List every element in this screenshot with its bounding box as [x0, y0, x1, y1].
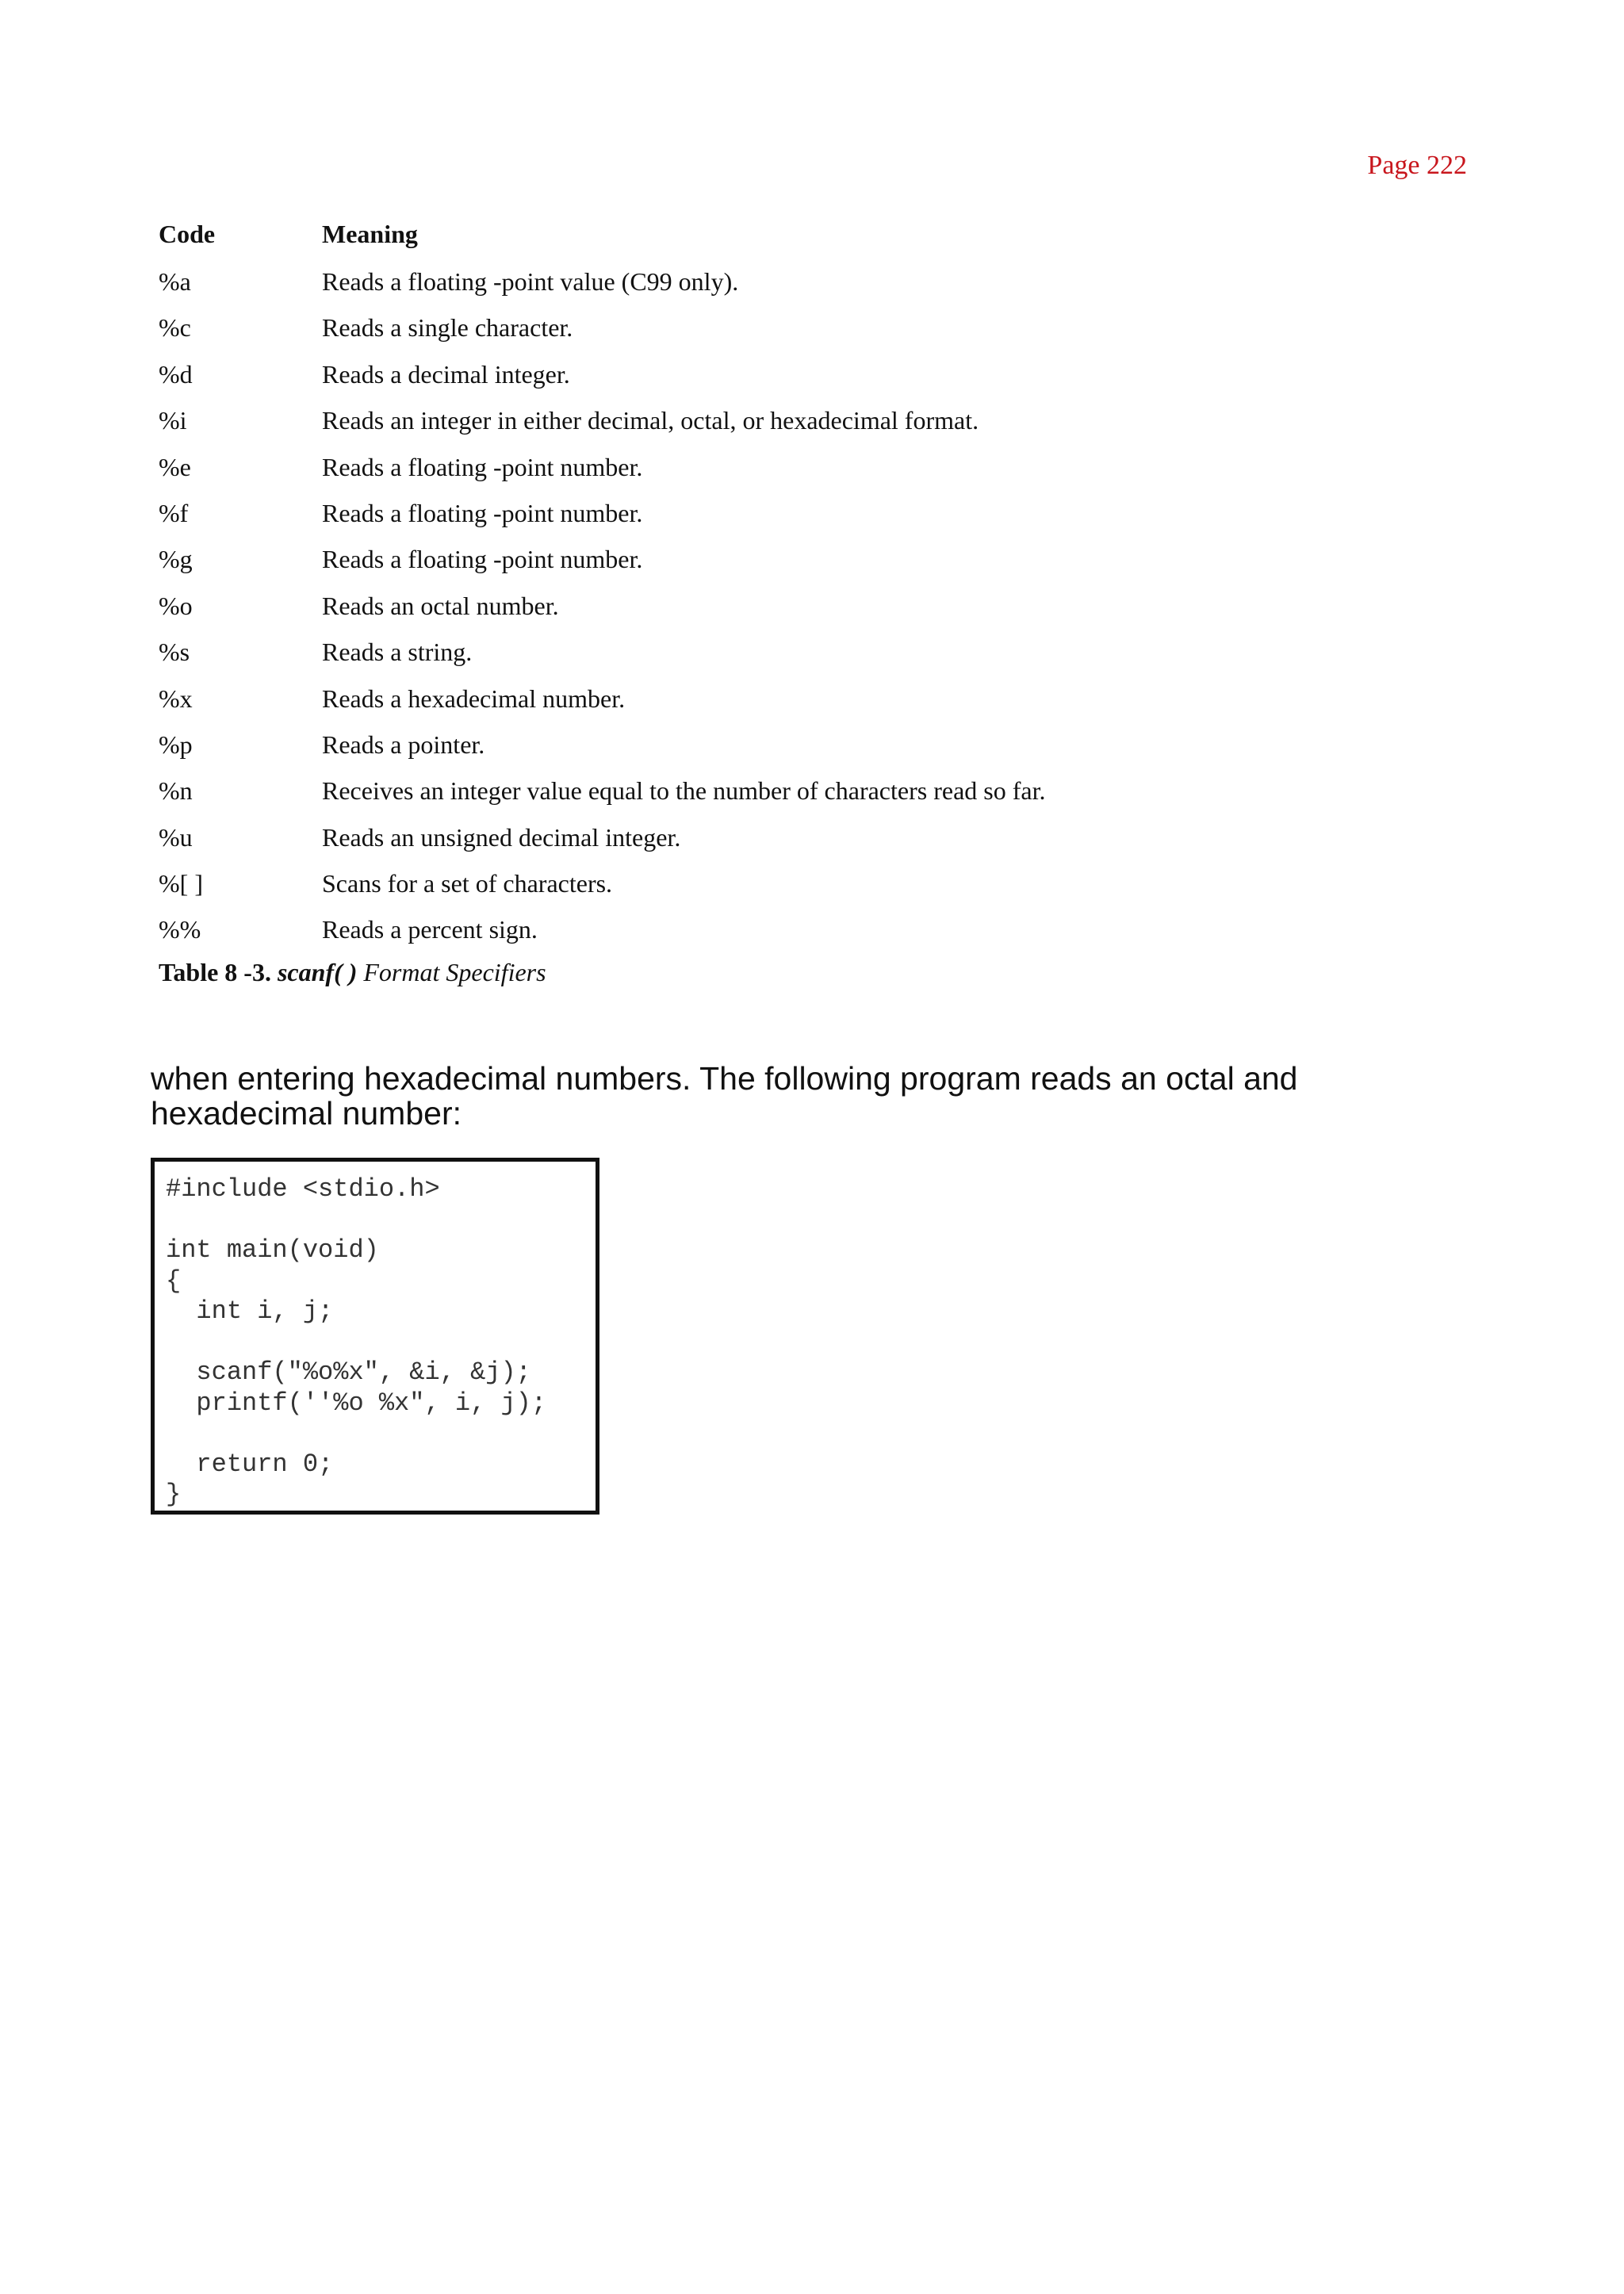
table-row — [159, 913, 1045, 959]
code-listing-box — [151, 1158, 599, 1515]
specifier-code: %f — [159, 498, 189, 527]
table-row — [159, 312, 1045, 358]
table-row — [159, 266, 1045, 312]
column-header-code: Code — [159, 220, 216, 248]
specifier-code: %i — [159, 406, 187, 435]
specifier-code: %e — [159, 452, 191, 481]
caption-label: Table 8 -3. — [159, 958, 271, 986]
caption-function: scanf( ) — [277, 958, 358, 986]
table-row — [159, 821, 1045, 867]
specifier-meaning: Reads a floating -point number. — [322, 545, 643, 574]
specifier-code: %p — [159, 730, 193, 759]
specifier-code: %d — [159, 359, 193, 389]
page-number: Page 222 — [1367, 151, 1467, 180]
table-caption — [159, 956, 546, 988]
table-row — [159, 543, 1045, 589]
column-header-meaning: Meaning — [322, 220, 418, 248]
specifier-meaning: Reads a pointer. — [322, 730, 485, 759]
caption-text: Format Specifiers — [363, 958, 546, 986]
table-body — [159, 266, 1045, 960]
table-row — [159, 590, 1045, 636]
specifier-meaning: Reads an integer in either decimal, octal, or hexadecimal format. — [322, 406, 979, 435]
specifier-meaning: Reads a floating -point number. — [322, 452, 643, 481]
format-specifier-table — [159, 218, 1045, 960]
table-row — [159, 497, 1045, 543]
table-row — [159, 867, 1045, 913]
table-header-row — [159, 218, 1045, 266]
table-row — [159, 451, 1045, 497]
specifier-meaning: Scans for a set of characters. — [322, 869, 613, 898]
specifier-meaning: Reads a single character. — [322, 313, 573, 343]
code-listing: #include <stdio.h> int main(void) { int i, j; scanf("%o%x", &i, &j); printf(''%o %x", i, j); return 0; } — [166, 1174, 547, 1509]
table-row — [159, 358, 1045, 404]
specifier-meaning: Reads a hexadecimal number. — [322, 684, 626, 713]
specifier-meaning: Receives an integer value equal to the number of characters read so far. — [322, 776, 1046, 806]
specifier-meaning: Reads an unsigned decimal integer. — [322, 822, 681, 852]
table-row — [159, 683, 1045, 729]
specifier-code: %u — [159, 822, 193, 852]
table-row — [159, 404, 1045, 450]
table-row — [159, 775, 1045, 821]
specifier-meaning: Reads a floating -point value (C99 only). — [322, 267, 739, 296]
specifier-code: %o — [159, 591, 193, 620]
specifier-meaning: Reads a floating -point number. — [322, 498, 643, 527]
specifier-meaning: Reads an octal number. — [322, 591, 559, 620]
specifier-meaning: Reads a decimal integer. — [322, 359, 570, 389]
specifier-meaning: Reads a string. — [322, 638, 473, 667]
specifier-code: %a — [159, 267, 191, 296]
specifier-code: %s — [159, 638, 190, 667]
specifier-code: %[ ] — [159, 869, 203, 898]
table-row — [159, 636, 1045, 682]
specifier-code: %% — [159, 915, 201, 944]
table-row — [159, 729, 1045, 775]
specifier-code: %n — [159, 776, 193, 806]
specifier-code: %c — [159, 313, 191, 343]
specifier-code: %x — [159, 684, 193, 713]
body-paragraph: when entering hexadecimal numbers. The following program reads an octal and hexadecimal number: — [151, 1060, 1298, 1132]
specifier-meaning: Reads a percent sign. — [322, 915, 538, 944]
specifier-code: %g — [159, 545, 193, 574]
